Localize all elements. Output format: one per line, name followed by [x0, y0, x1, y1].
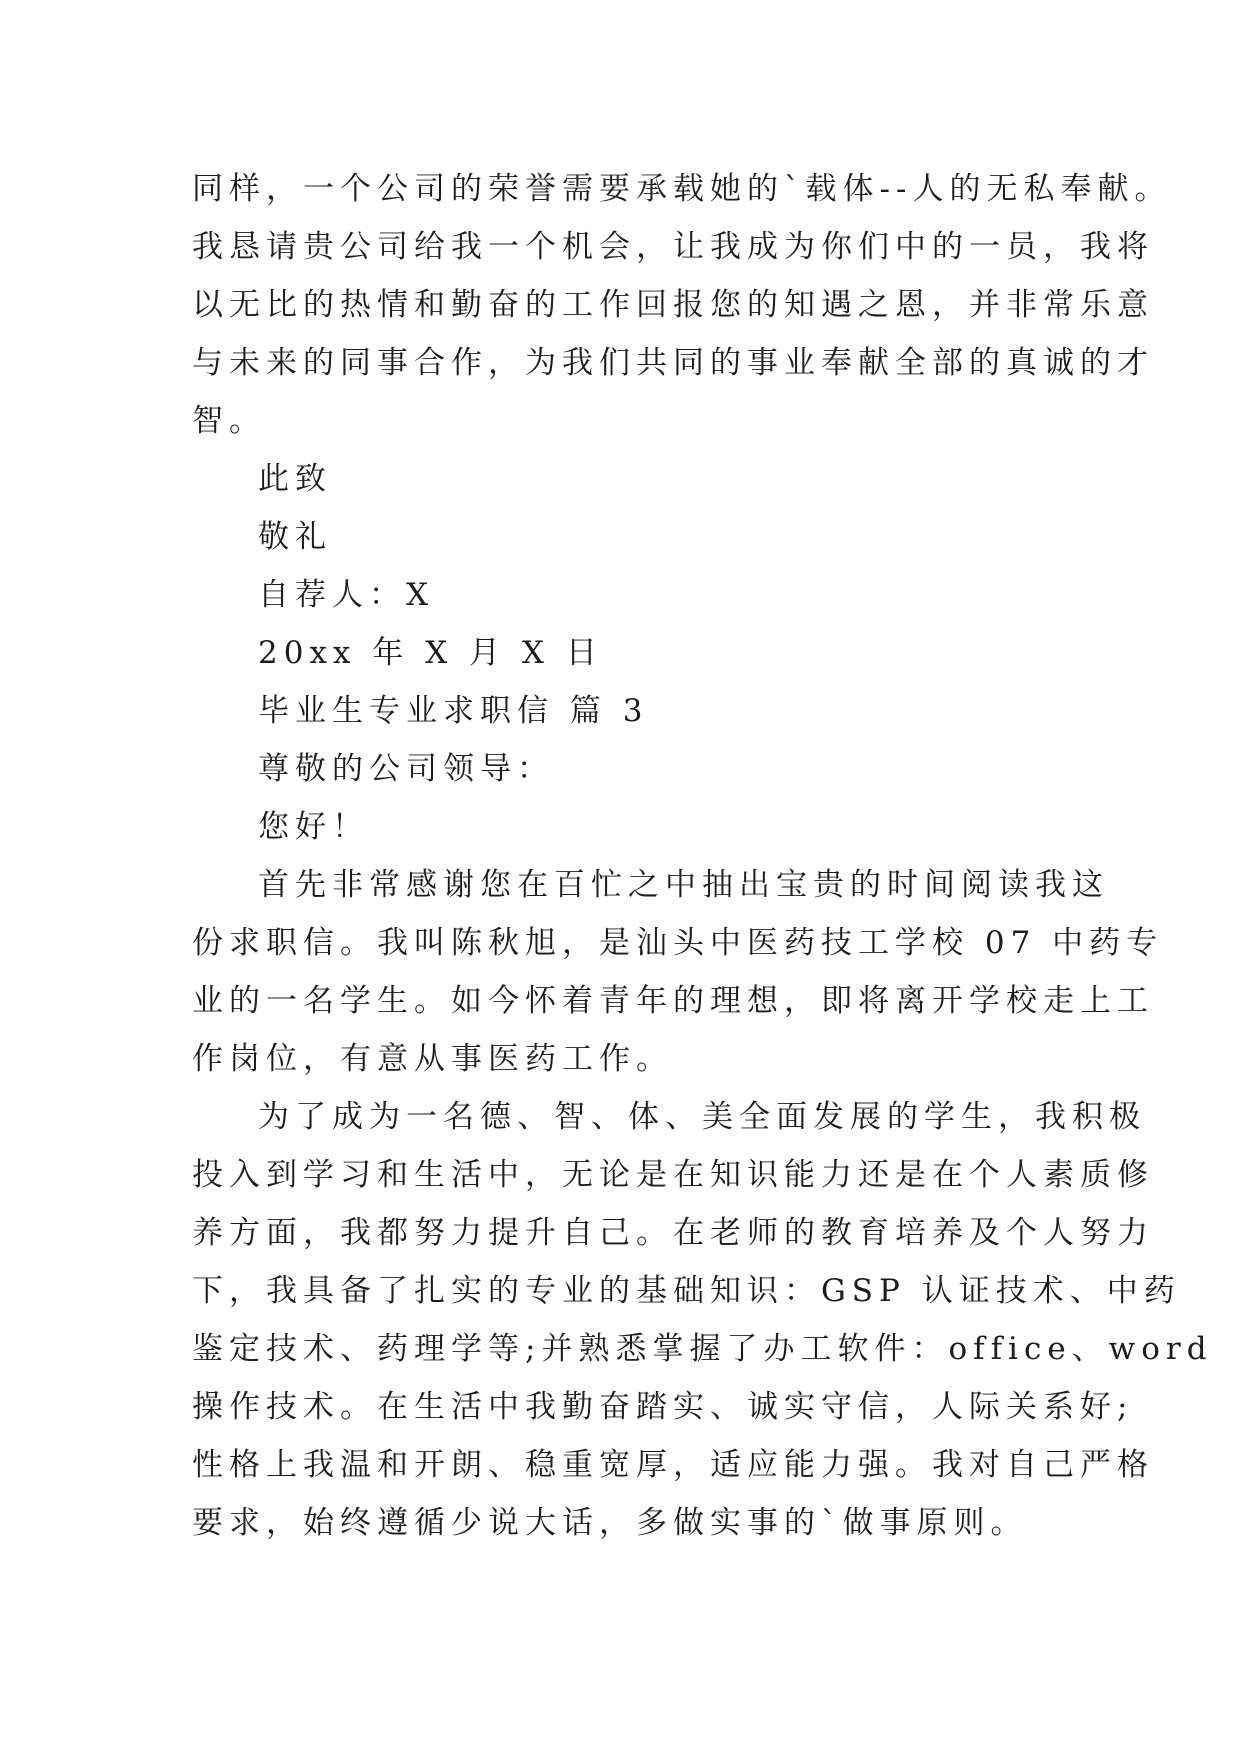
letter-body — [192, 160, 1213, 1552]
text-line: 以无比的热情和勤奋的工作回报您的知遇之恩，并非常乐意 — [192, 287, 1154, 323]
closing-salute: 敬礼 — [258, 519, 332, 555]
text-line: 要求，始终遵循少说大话，多做实事的`做事原则。 — [192, 1505, 1028, 1541]
section-title: 毕业生专业求职信 篇 3 — [258, 693, 649, 729]
text-line: 作岗位，有意从事医药工作。 — [192, 1041, 673, 1077]
paragraph-introduction — [192, 856, 1164, 1088]
text-line: 智。 — [192, 403, 266, 439]
closing-phrase: 此致 — [258, 461, 332, 497]
salutation: 尊敬的公司领导： — [258, 751, 554, 787]
text-line: 业的一名学生。如今怀着青年的理想，即将离开学校走上工 — [192, 983, 1154, 1019]
text-line: 份求职信。我叫陈秋旭，是汕头中医药技工学校 07 中药专 — [192, 925, 1164, 961]
text-line: 我恳请贵公司给我一个机会，让我成为你们中的一员，我将 — [192, 229, 1154, 265]
text-line: 鉴定技术、药理学等;并熟悉掌握了办工软件：office、word — [192, 1331, 1213, 1367]
letter-date: 20xx 年 X 月 X 日 — [258, 635, 603, 671]
text-line: 下，我具备了扎实的专业的基础知识：GSP 认证技术、中药 — [192, 1273, 1181, 1309]
signature: 自荐人：X — [258, 577, 435, 613]
paragraph-qualifications — [192, 1088, 1213, 1552]
text-line: 操作技术。在生活中我勤奋踏实、诚实守信，人际关系好; — [192, 1389, 1134, 1425]
text-line: 为了成为一名德、智、体、美全面发展的学生，我积极 — [258, 1099, 1146, 1135]
greeting: 您好！ — [258, 809, 369, 845]
paragraph-closing-appeal — [192, 160, 1172, 450]
text-line: 与未来的同事合作，为我们共同的事业奉献全部的真诚的才 — [192, 345, 1154, 381]
text-line: 首先非常感谢您在百忙之中抽出宝贵的时间阅读我这 — [258, 867, 1109, 903]
text-line: 养方面，我都努力提升自己。在老师的教育培养及个人努力 — [192, 1215, 1154, 1251]
text-line: 同样，一个公司的荣誉需要承载她的`载体--人的无私奉献。 — [192, 171, 1172, 207]
text-line: 投入到学习和生活中，无论是在知识能力还是在个人素质修 — [192, 1157, 1154, 1193]
text-line: 性格上我温和开朗、稳重宽厚，适应能力强。我对自己严格 — [192, 1447, 1154, 1483]
